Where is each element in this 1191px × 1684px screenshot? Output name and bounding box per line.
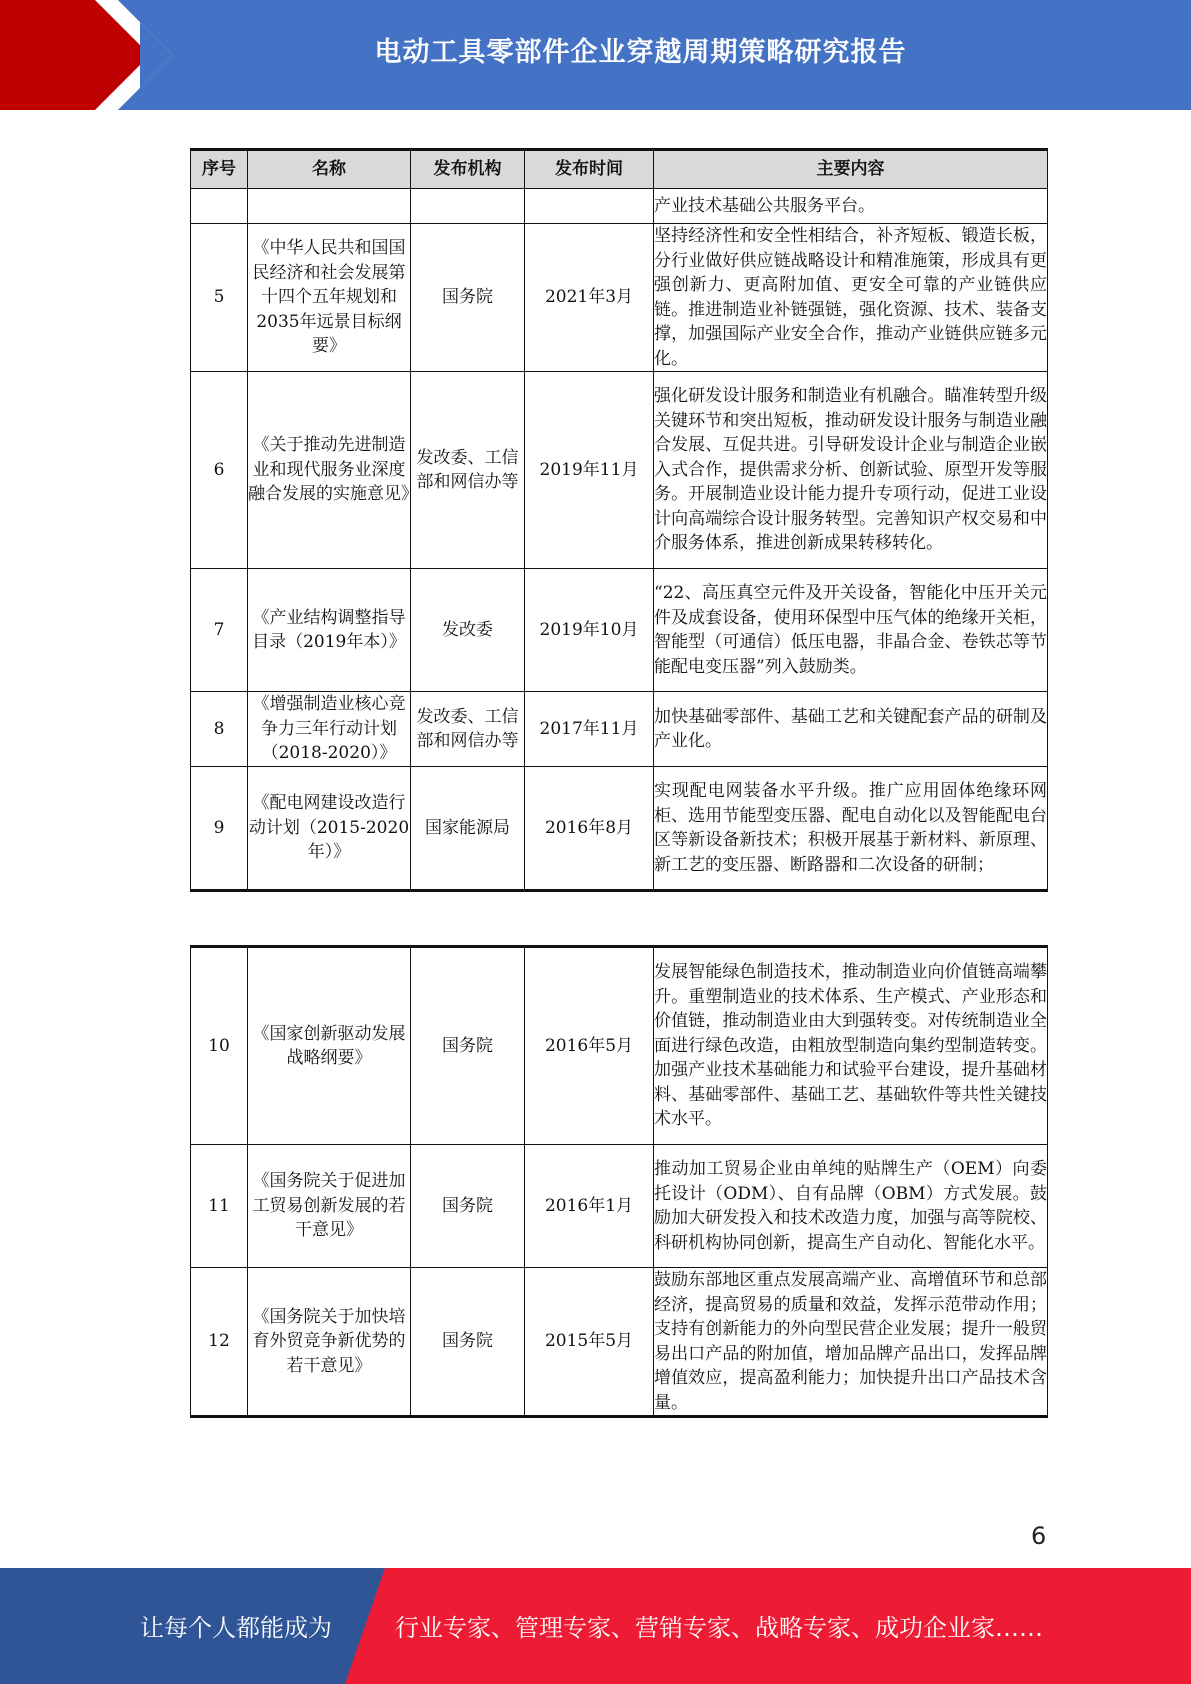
row-content: 强化研发设计服务和制造业有机融合。瞄准转型升级关键环节和突出短板，推动研发设计服务与制造业融合发展、互促共进。引导研发设计企业与制造企业嵌入式合作，提供需求分析、创新试验、原型开发等服务。开展制造业设计能力提升专项行动，促进工业设计向高端综合设计服务转型。完善知识产权交易和中介服务体系，推进创新成果转移转化。 (654, 372, 1048, 569)
row-name: 《增强制造业核心竞争力三年行动计划（2018-2020）》 (248, 692, 411, 767)
row-name: 《配电网建设改造行动计划（2015-2020年）》 (248, 767, 411, 891)
row-date: 2017年11月 (525, 692, 654, 767)
policy-table-part2 (190, 945, 1048, 1418)
header-org: 发布机构 (411, 150, 525, 189)
row-name: 《产业结构调整指导目录（2019年本）》 (248, 569, 411, 692)
row-date: 2016年5月 (525, 947, 654, 1145)
row-content: “22、高压真空元件及开关设备，智能化中压开关元件及成套设备，使用环保型中压气体的绝缘开关柜，智能型（可通信）低压电器，非晶合金、卷铁芯等节能配电变压器”列入鼓励类。 (654, 569, 1048, 692)
row-name: 《国务院关于加快培育外贸竞争新优势的若干意见》 (248, 1268, 411, 1417)
table-row (191, 947, 1048, 1145)
row-org: 国务院 (411, 224, 525, 372)
row-no (191, 189, 248, 224)
row-name (248, 189, 411, 224)
row-no: 12 (191, 1268, 248, 1417)
row-content: 产业技术基础公共服务平台。 (654, 189, 1048, 224)
table-row (191, 692, 1048, 767)
row-content: 加快基础零部件、基础工艺和关键配套产品的研制及产业化。 (654, 692, 1048, 767)
row-name: 《中华人民共和国国民经济和社会发展第十四个五年规划和2035年远景目标纲要》 (248, 224, 411, 372)
table-row (191, 767, 1048, 891)
row-org (411, 189, 525, 224)
footer-slogan-left: 让每个人都能成为 (140, 1614, 332, 1642)
row-no: 8 (191, 692, 248, 767)
table-row (191, 1145, 1048, 1268)
row-date: 2015年5月 (525, 1268, 654, 1417)
row-name: 《关于推动先进制造业和现代服务业深度融合发展的实施意见》 (248, 372, 411, 569)
header-name: 名称 (248, 150, 411, 189)
row-date (525, 189, 654, 224)
row-no: 6 (191, 372, 248, 569)
row-content: 实现配电网装备水平升级。推广应用固体绝缘环网柜、选用节能型变压器、配电自动化以及智能配电台区等新设备新技术；积极开展基于新材料、新原理、新工艺的变压器、断路器和二次设备的研制； (654, 767, 1048, 891)
row-org: 国务院 (411, 1268, 525, 1417)
row-org: 国家能源局 (411, 767, 525, 891)
footer-slogan-right: 行业专家、管理专家、营销专家、战略专家、成功企业家…… (395, 1614, 1043, 1642)
policy-table-part1 (190, 148, 1048, 892)
row-content: 推动加工贸易企业由单纯的贴牌生产（OEM）向委托设计（ODM）、自有品牌（OBM）方式发展。鼓励加大研发投入和技术改造力度，加强与高等院校、科研机构协同创新，提高生产自动化、智能化水平。 (654, 1145, 1048, 1268)
row-date: 2016年1月 (525, 1145, 654, 1268)
row-no: 7 (191, 569, 248, 692)
table-row (191, 224, 1048, 372)
report-title: 电动工具零部件企业穿越周期策略研究报告 (374, 37, 907, 68)
page-number: 6 (1031, 1522, 1047, 1550)
row-org: 国务院 (411, 1145, 525, 1268)
row-content: 鼓励东部地区重点发展高端产业、高增值环节和总部经济，提高贸易的质量和效益，发挥示范带动作用；支持有创新能力的外向型民营企业发展；提升一般贸易出口产品的附加值，增加品牌产品出口，发挥品牌增值效应，提高盈利能力；加快提升出口产品技术含量。 (654, 1268, 1048, 1417)
table-header-row (191, 150, 1048, 189)
row-content: 坚持经济性和安全性相结合，补齐短板、锻造长板，分行业做好供应链战略设计和精准施策，形成具有更强创新力、更高附加值、更安全可靠的产业链供应链。推进制造业补链强链，强化资源、技术、装备支撑，加强国际产业安全合作，推动产业链供应链多元化。 (654, 224, 1048, 372)
row-content: 发展智能绿色制造技术，推动制造业向价值链高端攀升。重塑制造业的技术体系、生产模式、产业形态和价值链，推动制造业由大到强转变。对传统制造业全面进行绿色改造，由粗放型制造向集约型制造转变。加强产业技术基础能力和试验平台建设，提升基础材料、基础零部件、基础工艺、基础软件等共性关键技术水平。 (654, 947, 1048, 1145)
row-org: 国务院 (411, 947, 525, 1145)
table-row (191, 569, 1048, 692)
row-date: 2019年10月 (525, 569, 654, 692)
table-row (191, 1268, 1048, 1417)
page-footer (0, 1568, 1191, 1684)
row-no: 5 (191, 224, 248, 372)
row-org: 发改委、工信部和网信办等 (411, 692, 525, 767)
header-content: 主要内容 (654, 150, 1048, 189)
row-name: 《国家创新驱动发展战略纲要》 (248, 947, 411, 1145)
header-no: 序号 (191, 150, 248, 189)
row-no: 11 (191, 1145, 248, 1268)
row-name: 《国务院关于促进加工贸易创新发展的若干意见》 (248, 1145, 411, 1268)
row-date: 2021年3月 (525, 224, 654, 372)
row-no: 10 (191, 947, 248, 1145)
row-org: 发改委、工信部和网信办等 (411, 372, 525, 569)
table-row (191, 189, 1048, 224)
table-row (191, 372, 1048, 569)
row-no: 9 (191, 767, 248, 891)
row-org: 发改委 (411, 569, 525, 692)
page-header (0, 0, 1191, 110)
row-date: 2019年11月 (525, 372, 654, 569)
row-date: 2016年8月 (525, 767, 654, 891)
header-date: 发布时间 (525, 150, 654, 189)
